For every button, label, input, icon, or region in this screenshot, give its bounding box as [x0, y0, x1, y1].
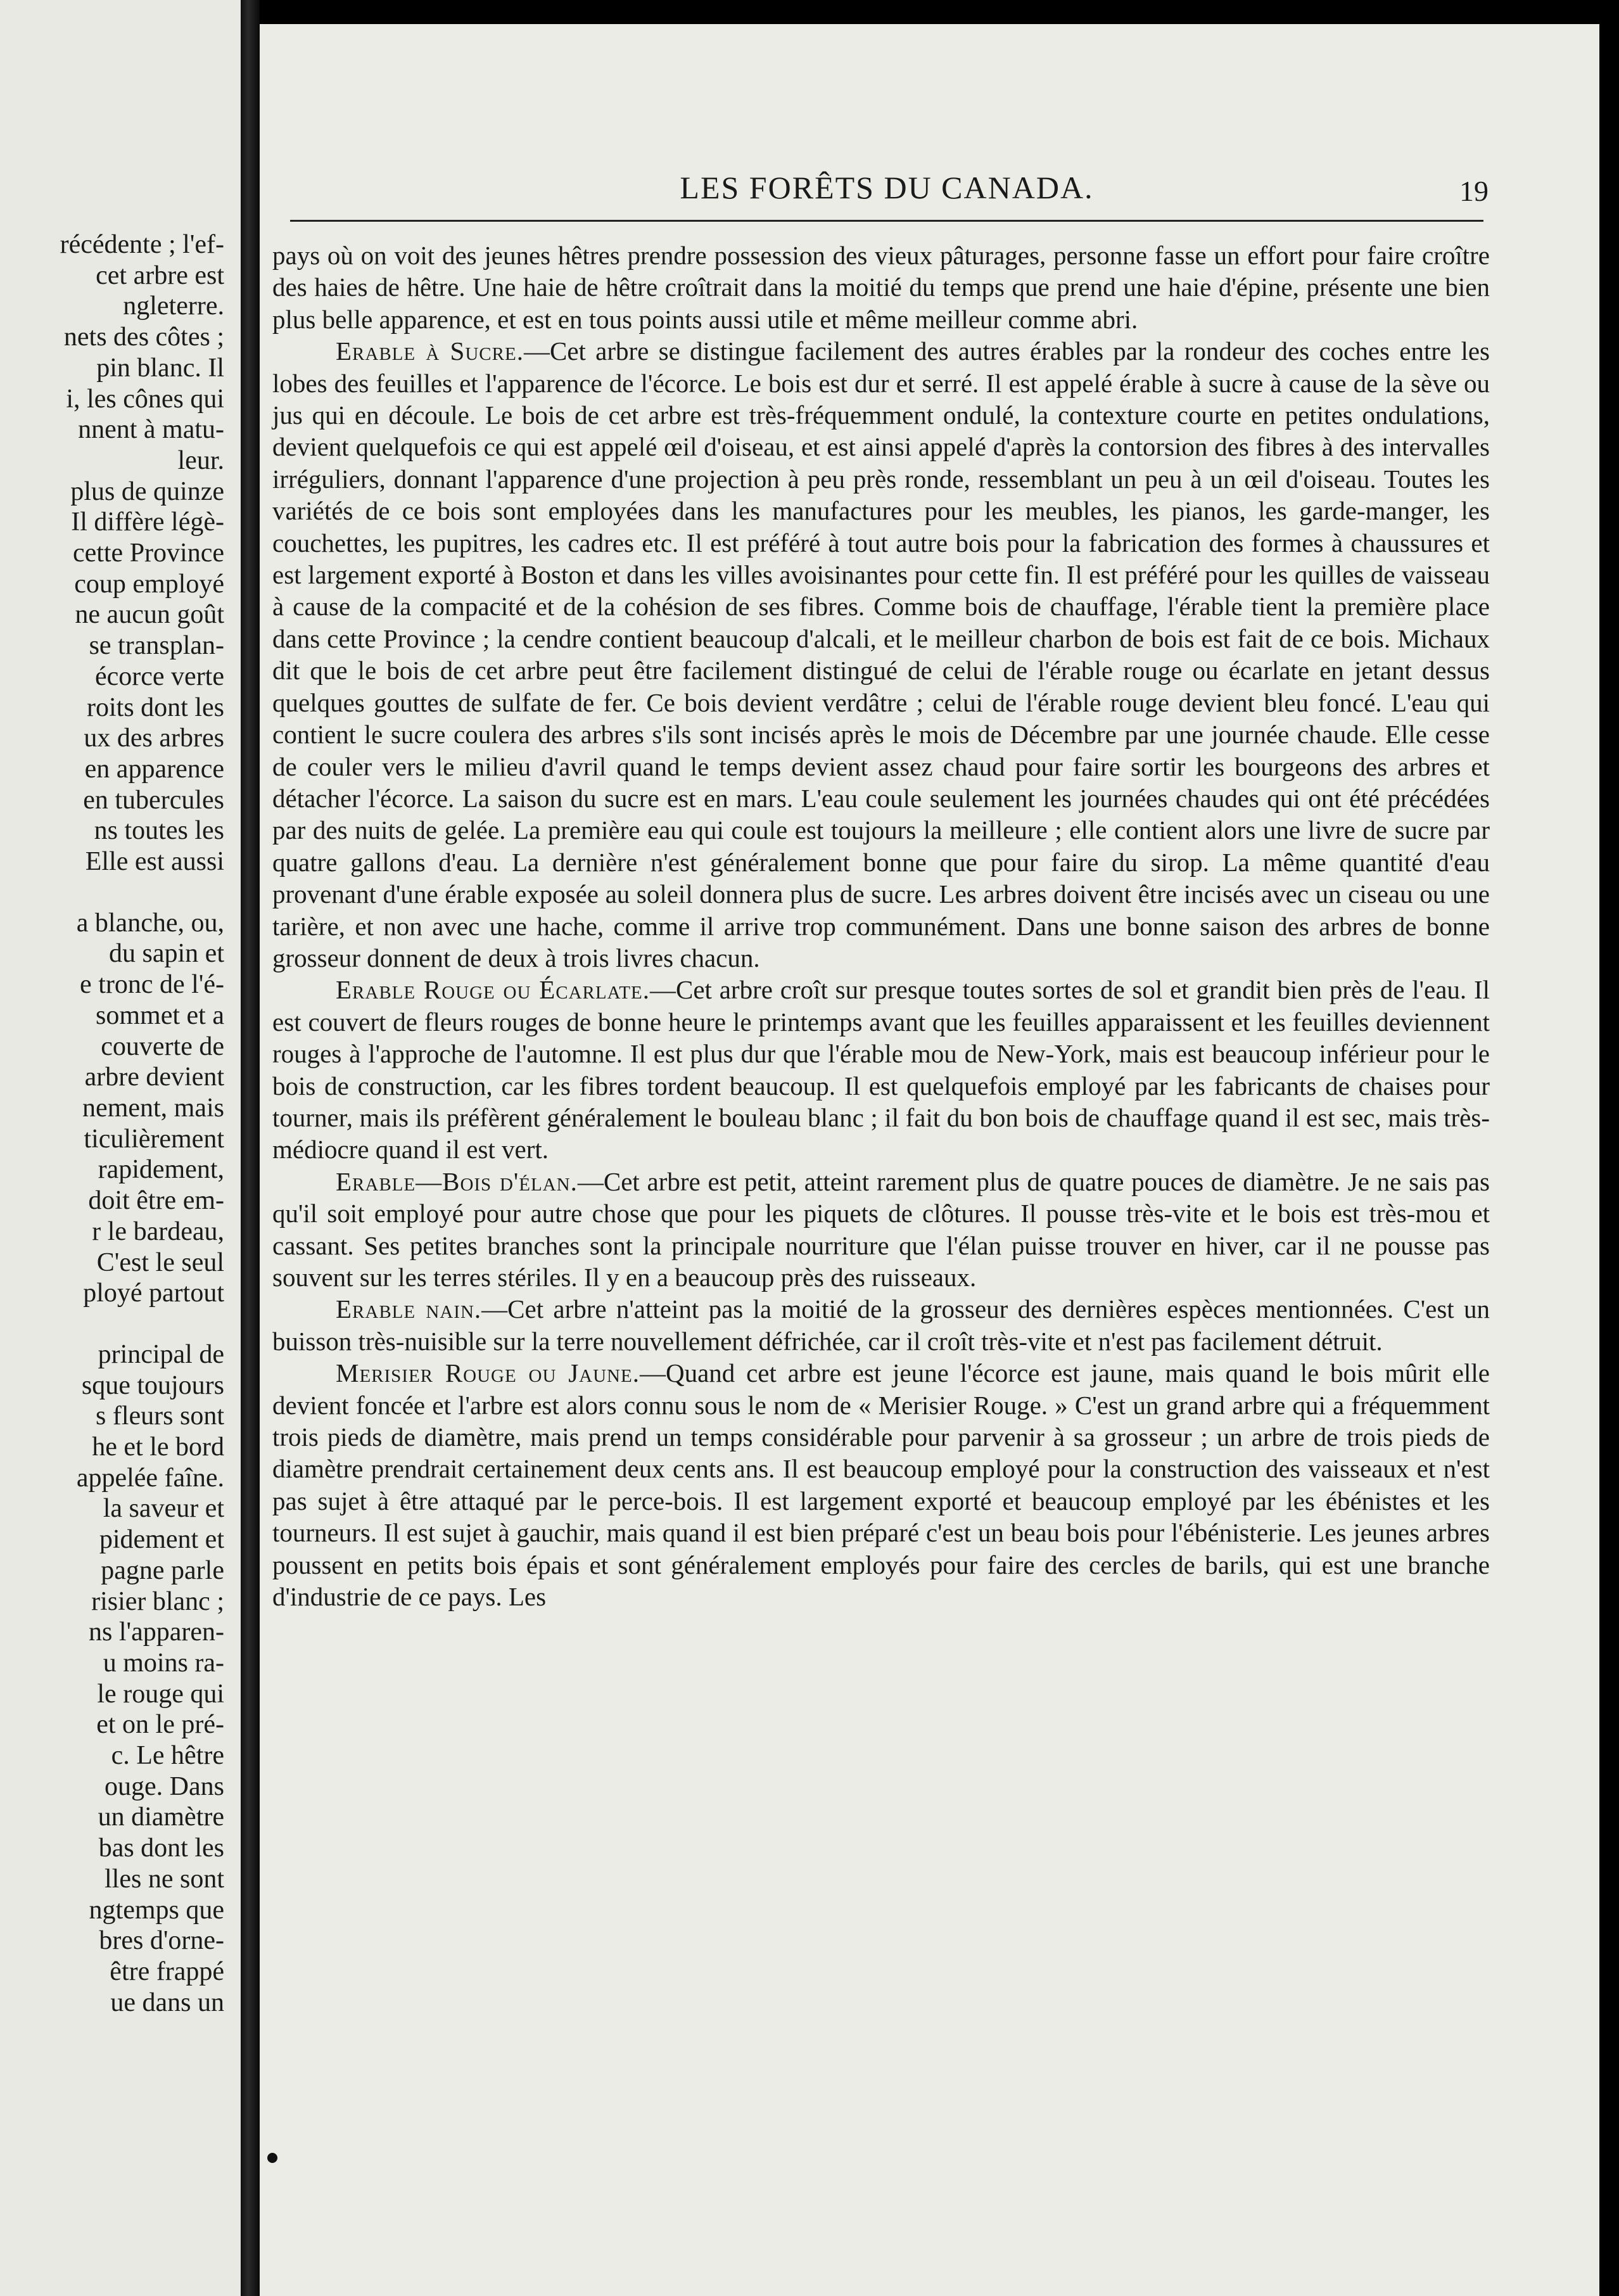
body-text: [272, 239, 1490, 1612]
running-title: LES FORÊTS DU CANADA.: [680, 170, 1094, 205]
ink-spot: [267, 2153, 277, 2163]
facing-page-line: pagne parle: [101, 1555, 224, 1585]
facing-page-line: nement, mais: [82, 1093, 224, 1123]
paragraph-erable-rouge: [272, 974, 1490, 1165]
facing-page-line: pin blanc. Il: [96, 353, 224, 383]
facing-page-gap: [0, 1309, 224, 1339]
facing-page-line: i, les cônes qui: [66, 384, 224, 414]
facing-page-line: plus de quinze: [70, 476, 224, 506]
facing-page-line: ne aucun goût: [75, 600, 224, 630]
facing-page-line: rapidement,: [98, 1155, 224, 1185]
facing-page-line: roits dont les: [87, 692, 224, 722]
facing-page-line: s fleurs sont: [96, 1401, 224, 1431]
page: [260, 24, 1599, 2296]
facing-page-text: [0, 229, 224, 2018]
paragraph-heading: Erable nain.: [336, 1294, 482, 1324]
facing-page-line: appelée faîne.: [76, 1463, 224, 1493]
facing-page-line: Elle est aussi: [85, 847, 224, 877]
facing-page-line: ouge. Dans: [105, 1771, 224, 1801]
facing-page-line: Il diffère légè-: [71, 507, 224, 537]
paragraph-merisier-rouge: [272, 1357, 1490, 1612]
facing-page-line: en apparence: [84, 754, 224, 784]
facing-page-line: cette Province: [72, 539, 224, 568]
facing-page-line: u moins ra-: [103, 1648, 224, 1678]
paragraph-text: —Cet arbre croît sur presque toutes sortes de sol et grandit bien près de l'eau. Il est couvert de fleurs rouges de bonne heure le printemps avant que les feuilles apparaissent et les feuilles deviennent rouges à l'approche de l'automne. Il est plus dur que l'érable mou de New-York, mais est beaucoup inférieur pour le bois de construction, car les fibres tordent beaucoup. Il est quelquefois employé par les fabricants de chaises pour tourner, mais ils préfèrent généralement le bouleau blanc ; il fait du bon bois de chauffage quand il est sec, mais très-médiocre quand il est vert.: [272, 975, 1490, 1164]
facing-page-line: en tubercules: [83, 785, 224, 815]
facing-page-line: e tronc de l'é-: [80, 970, 224, 1000]
facing-page-line: r le bardeau,: [92, 1216, 224, 1246]
paragraph-heading: Erable Rouge ou Écarlate.: [336, 975, 651, 1005]
facing-page-line: pidement et: [99, 1525, 224, 1555]
paragraph-heading: Merisier Rouge ou Jaune.: [336, 1358, 640, 1388]
facing-page-line: coup employé: [74, 569, 224, 599]
paragraph-erable-nain: [272, 1293, 1490, 1357]
facing-page-line: c. Le hêtre: [111, 1741, 224, 1771]
book-gutter: [241, 0, 260, 2296]
facing-page: [0, 0, 241, 2296]
facing-page-line: sommet et a: [96, 1000, 224, 1030]
facing-page-line: risier blanc ;: [91, 1586, 224, 1616]
facing-page-line: ployé partout: [83, 1279, 224, 1308]
facing-page-line: ux des arbres: [84, 724, 224, 753]
paragraph-text: —Quand cet arbre est jeune l'écorce est jaune, mais quand le bois mûrit elle devient foncée et l'arbre est alors connu sous le nom de « Merisier Rouge. » C'est un grand arbre qui a fréquemment trois pieds de diamètre, mais prend un temps considérable pour parvenir à sa grosseur ; un arbre de trois pieds de diamètre prendrait certainement deux cents ans. Il est beaucoup employé pour la construction des vaisseaux et n'est pas sujet à être attaqué par le perce-bois. Il est largement exporté et beaucoup employé par les ébénistes et les tourneurs. Il est sujet à gauchir, mais quand il est bien préparé c'est un beau bois pour l'ébénisterie. Les jeunes arbres poussent en petits bois épais et sont généralement employés pour faire des cercles de barils, qui est une branche d'industrie de ce pays. Les: [272, 1358, 1490, 1612]
facing-page-line: arbre devient: [84, 1062, 224, 1092]
facing-page-line: récédente ; l'ef-: [60, 230, 224, 259]
paragraph-bois-d-elan: [272, 1166, 1490, 1294]
paragraph-heading: Erable à Sucre.: [336, 336, 524, 366]
facing-page-line: ticulièrement: [84, 1124, 224, 1154]
facing-page-line: cet arbre est: [96, 260, 224, 290]
facing-page-line: du sapin et: [109, 939, 224, 969]
paragraph-erable-a-sucre: [272, 335, 1490, 974]
facing-page-line: leur.: [177, 445, 224, 475]
facing-page-line: bres d'orne-: [99, 1926, 224, 1956]
paragraph-heading: Erable—Bois d'élan.: [336, 1166, 578, 1196]
paragraph-text: pays où on voit des jeunes hêtres prendre possession des vieux pâturages, personne fasse un effort pour faire croître des haies de hêtre. Une haie de hêtre croîtrait dans la moitié du temps que prend une haie d'épine, présente une bien plus belle apparence, et est en tous points aussi utile et même meilleur comme abri.: [272, 241, 1490, 334]
facing-page-line: ngtemps que: [89, 1895, 224, 1925]
page-header: [290, 162, 1489, 222]
facing-page-line: écorce verte: [95, 661, 224, 691]
facing-page-line: lles ne sont: [105, 1864, 224, 1894]
facing-page-line: ns l'apparen-: [89, 1617, 224, 1647]
facing-page-line: couverte de: [101, 1031, 224, 1061]
paragraph-text: —Cet arbre se distingue facilement des autres érables par la rondeur des coches entre les lobes des feuilles et l'apparence de l'écorce. Le bois est dur et serré. Il est appelé érable à sucre à cause de la sève ou jus qui en découle. Le bois de cet arbre est très-fréquemment ondulé, la contexture courte en petites ondulations, devient quelquefois ce qui est appelé œil d'oiseau, et est ainsi appelé d'après la contorsion des fibres à des intervalles irréguliers, donnant l'apparence d'une projection à peu près ronde, ressemblant un peu à un œil d'oiseau. Toutes les variétés de ce bois sont employées dans les manufactures pour les meubles, les pianos, les garde-manger, les couchettes, les pupitres, les cadres etc. Il est préféré à tout autre bois pour la fabrication des formes à chaussures et est largement exporté à Boston et dans les villes avoisinantes pour cette fin. Il est préféré pour les quilles de vaisseau à cause de la compacité et de la cohésion de ses fibres. Comme bois de chauffage, l'érable tient la première place dans cette Province ; la cendre contient beaucoup d'alcali, et le meilleur charbon de bois est fait de ce bois. Michaux dit que le bois de cet arbre peut être facilement distingué de celui de l'érable rouge ou écarlate en jetant dessus quelques gouttes de sulfate de fer. Ce bois devient verdâtre ; celui de l'érable rouge devient bleu foncé. L'eau qui contient le sucre coulera des arbres s'ils sont incisés après le mois de Décembre par une journée chaude. Elle cesse de couler vers le milieu d'avril quand le temps devient assez chaud pour faire sortir les bourgeons des arbres et détacher l'écorce. La saison du sucre est en mars. L'eau coule seulement les journées chaudes qui ont été précédées par des nuits de gelée. La première eau qui coule est toujours la meilleure ; elle contient alors une livre de sucre par quatre gallons d'eau. La dernière n'est généralement bonne que pour faire du sirop. La même quantité d'eau provenant d'une érable exposée au soleil donnera plus de sucre. Les arbres doivent être incisés avec un ciseau ou une tarière, et non avec une hache, comme il arrive trop communément. Dans une bonne saison des arbres de bonne grosseur donnent de deux à trois livres chacun.: [272, 336, 1490, 973]
facing-page-line: C'est le seul: [96, 1247, 224, 1277]
facing-page-line: un diamètre: [98, 1802, 224, 1832]
facing-page-line: être frappé: [110, 1956, 224, 1986]
paragraph-text: —Cet arbre est petit, atteint rarement plus de quatre pouces de diamètre. Je ne sais pas qu'il soit employé pour autre chose que pour les piquets de clôtures. Il pousse très-vite et le bois est très-mou et cassant. Ses petites branches sont la principale nourriture que l'élan puisse trouver en hiver, car il ne pousse pas souvent sur les terres stériles. Il y en a beaucoup près des ruisseaux.: [272, 1166, 1490, 1292]
facing-page-line: bas dont les: [98, 1834, 224, 1863]
facing-page-line: se transplan-: [89, 631, 224, 661]
facing-page-line: nnent à matu-: [78, 415, 224, 445]
facing-page-line: ngleterre.: [123, 291, 224, 321]
facing-page-line: ue dans un: [110, 1987, 224, 2017]
facing-page-line: et on le pré-: [96, 1710, 224, 1740]
facing-page-line: he et le bord: [92, 1432, 224, 1462]
facing-page-gap: [0, 877, 224, 908]
page-number: 19: [1459, 175, 1489, 207]
header-rule: [290, 220, 1483, 222]
paragraph-continuation: [272, 239, 1490, 335]
facing-page-line: sque toujours: [81, 1370, 224, 1400]
facing-page-line: nets des côtes ;: [63, 322, 224, 352]
facing-page-line: principal de: [98, 1339, 224, 1369]
facing-page-line: le rouge qui: [97, 1679, 224, 1709]
facing-page-line: la saveur et: [103, 1494, 224, 1524]
facing-page-line: ns toutes les: [94, 816, 224, 846]
paragraph-text: —Cet arbre n'atteint pas la moitié de la grosseur des dernières espèces mentionnées. C'est un buisson très-nuisible sur la terre nouvellement défrichée, car il croît très-vite et n'est pas facilement détruit.: [272, 1294, 1490, 1356]
facing-page-line: a blanche, ou,: [76, 908, 224, 938]
facing-page-line: doit être em-: [88, 1186, 224, 1216]
